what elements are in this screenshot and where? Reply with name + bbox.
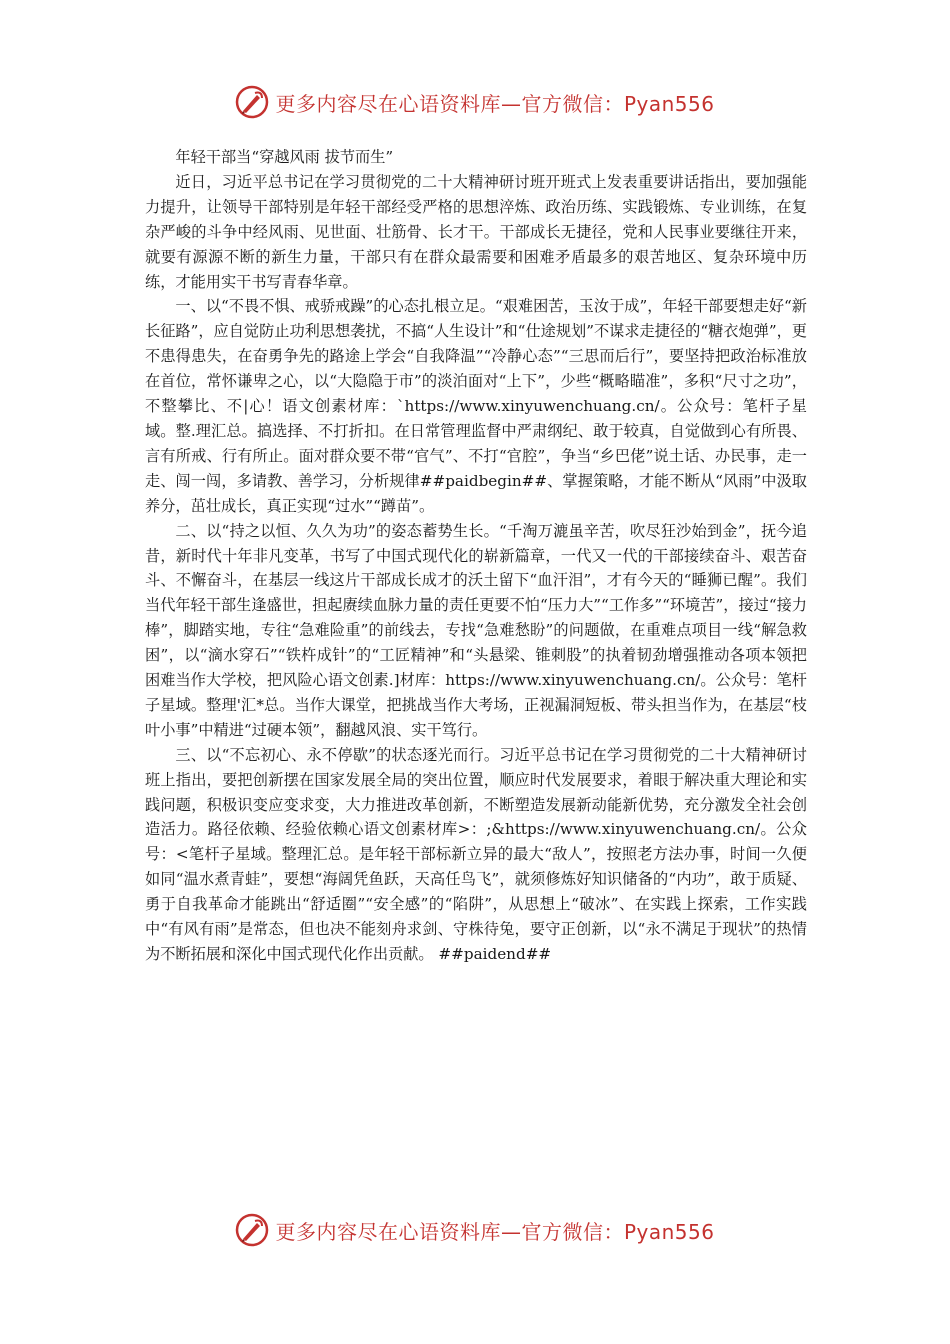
- paragraph-section-2: 二、以“持之以恒、久久为功”的姿态蓄势生长。“千淘万漉虽辛苦，吹尽狂沙始到金”，抚今追昔，新时代十年非凡变革，书写了中国式现代化的崭新篇章，一代又一代的干部接续奋斗、艰苦奋斗、不懈奋斗，在基层一线这片干部成长成才的沃土留下“血汗泪”，才有今天的“睡狮已醒”。我们当代年轻干部生逢盛世，担起赓续血脉力量的责任更要不怕“压力大”“工作多”“环境苦”，接过“接力棒”，脚踏实地，专往“急难险重”的前线去，专找“急难愁盼”的问题做，在重难点项目一线“解急救困”，以“滴水穿石”“铁杵成针”的“工匠精神”和“头悬梁、锥刺股”的执着韧劲增强推动各项本领把困难当作大学校，把风险心语文创素.]材库：https://www.xinyuwenchuang.cn/。公众号：笔杆子星域。整理'汇*总。当作大课堂，把挑战当作大考场，正视漏洞短板、带头担当作为，在基层“枝叶小事”中精进“过硬本领”，翻越风浪、实干笃行。: [145, 521, 807, 739]
- paragraph-section-1: 一、以“不畏不惧、戒骄戒躁”的心态扎根立足。“艰难困苦，玉汝于成”，年轻干部要想走好“新长征路”，应自觉防止功利思想袭扰，不搞“人生设计”和“仕途规划”不谋求走捷径的“糖衣炮弹”，更不患得患失，在奋勇争先的路途上学会“自我降温”“冷静心态”“三思而后行”，要坚持把政治标准放在首位，常怀谦卑之心，以“大隐隐于市”的淡泊面对“上下”，少些“概略瞄准”，多积“尺寸之功”，不整攀比、不|心！语文创素材库：`https://www.xinyuwenchuang.cn/。公众号：笔杆子星域。整.理汇总。搞选择、不打折扣。在日常管理监督中严肃纲纪、敢于较真，自觉做到心有所畏、言有所戒、行有所止。面对群众要不带“官气”、不打“官腔”，争当“乡巴佬”说土话、办民事，走一走、闯一闯，多请教、善学习，分析规律##paidbegin##、掌握策略，才能不断从“风雨”中汲取养分，茁壮成长，真正实现“过水”“蹲苗”。: [145, 297, 807, 515]
- footer-banner: [0, 1210, 950, 1250]
- pen-logo-icon: [235, 85, 269, 119]
- footer-banner-text: 更多内容尽在心语资料库—官方微信：Pyan556: [275, 1219, 715, 1244]
- paragraph-section-3: 三、以“不忘初心、永不停歇”的状态逐光而行。习近平总书记在学习贯彻党的二十大精神研讨班上指出，要把创新摆在国家发展全局的突出位置，顺应时代发展要求，着眼于解决重大理论和实践问题，积极识变应变求变，大力推进改革创新，不断塑造发展新动能新优势，充分激发全社会创造活力。路径依赖、经验依赖心语文创素材库>：;&https://www.xinyuwenchuang.cn/。公众号：<笔杆子星域。整理汇总。是年轻干部标新立异的最大“敌人”，按照老方法办事，时间一久便如同“温水煮青蛙”，要想“海阔凭鱼跃，天高任鸟飞”，就须修炼好知识储备的“内功”，敢于质疑、勇于自我革命才能跳出“舒适圈”“安全感”的“陷阱”，从思想上“破冰”、在实践上探索，工作实践中“有风有雨”是常态，但也决不能刻舟求剑、守株待兔，要守正创新，以“永不满足于现状”的热情为不断拓展和深化中国式现代化作出贡献。 ##paidend##: [145, 745, 807, 963]
- article-title: 年轻干部当“穿越风雨 拔节而生”: [175, 148, 394, 166]
- header-banner: [0, 82, 950, 122]
- article-body: [145, 145, 807, 967]
- header-banner-text: 更多内容尽在心语资料库—官方微信：Pyan556: [275, 91, 715, 116]
- paragraph-intro: 近日，习近平总书记在学习贯彻党的二十大精神研讨班开班式上发表重要讲话指出，要加强能力提升，让领导干部特别是年轻干部经受严格的思想淬炼、政治历练、实践锻炼、专业训练，在复杂严峻的斗争中经风雨、见世面、壮筋骨、长才干。干部成长无捷径，党和人民事业要继往开来，就要有源源不断的新生力量，干部只有在群众最需要和困难矛盾最多的艰苦地区、复杂环境中历练，才能用实干书写青春华章。: [145, 172, 807, 291]
- pen-logo-icon: [235, 1213, 269, 1247]
